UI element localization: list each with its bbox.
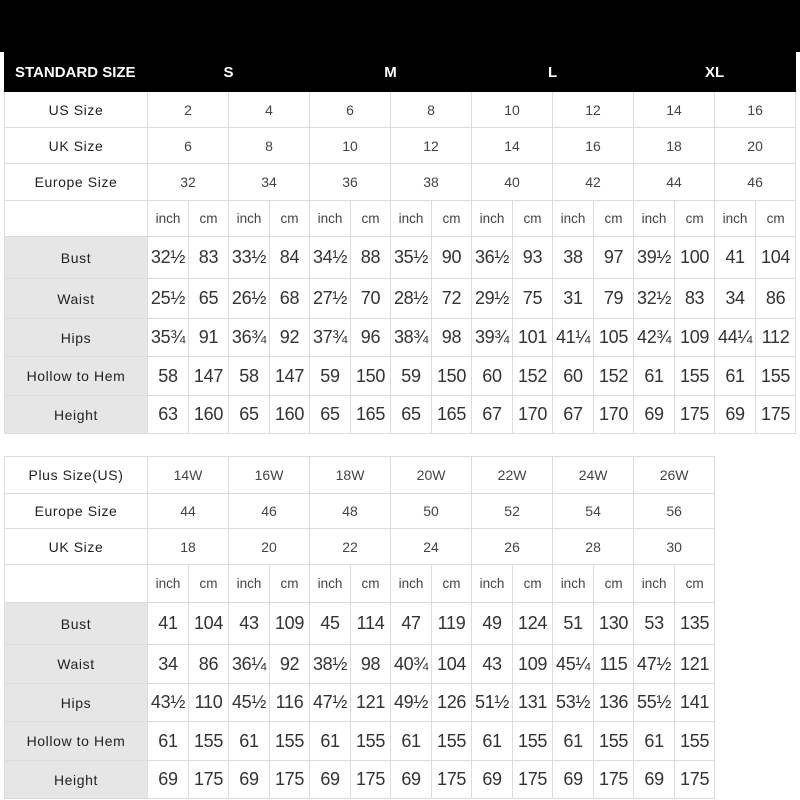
unit-label: cm [432, 201, 472, 237]
unit-label: cm [189, 201, 229, 237]
size-value: 8 [391, 92, 472, 128]
row-label: UK Size [5, 529, 148, 565]
measurement-value: 32½ [148, 237, 189, 279]
measurement-value: 92 [270, 645, 310, 684]
unit-label: inch [634, 565, 675, 603]
measurement-value: 36¾ [229, 319, 270, 357]
size-value: 18W [310, 457, 391, 494]
size-value: 12 [391, 128, 472, 164]
measurement-value: 155 [594, 722, 634, 761]
measurement-value: 109 [513, 645, 553, 684]
measurement-value: 155 [432, 722, 472, 761]
plus-unit-row [5, 565, 715, 603]
measurement-value: 61 [634, 722, 675, 761]
measurement-value: 121 [351, 684, 391, 722]
measurement-value: 41 [715, 237, 756, 279]
measurement-value: 175 [513, 761, 553, 799]
size-value: 36 [310, 164, 391, 201]
measurement-value: 39¾ [472, 319, 513, 357]
size-value: 4 [229, 92, 310, 128]
measurement-value: 83 [189, 237, 229, 279]
size-value: 46 [229, 494, 310, 529]
measurement-value: 55½ [634, 684, 675, 722]
measurement-value: 67 [472, 396, 513, 434]
top-black-band [0, 0, 800, 52]
plus-measurement-row [5, 722, 715, 761]
measurement-value: 175 [675, 761, 715, 799]
unit-label: inch [148, 565, 189, 603]
measurement-value: 38 [553, 237, 594, 279]
unit-label: inch [310, 201, 351, 237]
measurement-value: 59 [391, 357, 432, 396]
plus-measurement-row [5, 603, 715, 645]
measurement-value: 155 [189, 722, 229, 761]
measurement-value: 59 [310, 357, 351, 396]
size-group-m: M [310, 53, 472, 92]
measurement-value: 136 [594, 684, 634, 722]
size-value: 20W [391, 457, 472, 494]
unit-label: cm [513, 201, 553, 237]
plus-size-row [5, 494, 715, 529]
measurement-value: 170 [513, 396, 553, 434]
measurement-value: 88 [351, 237, 391, 279]
measurement-value: 160 [189, 396, 229, 434]
size-group-l: L [472, 53, 634, 92]
unit-row-blank [5, 201, 148, 237]
measurement-value: 34½ [310, 237, 351, 279]
measurement-value: 69 [634, 396, 675, 434]
measurement-value: 114 [351, 603, 391, 645]
unit-label: inch [553, 201, 594, 237]
size-value: 18 [634, 128, 715, 164]
unit-label: cm [189, 565, 229, 603]
measurement-value: 69 [634, 761, 675, 799]
size-value: 24W [553, 457, 634, 494]
plus-size-table [4, 456, 715, 799]
measurement-value: 40¾ [391, 645, 432, 684]
row-label: US Size [5, 92, 148, 128]
measurement-value: 58 [229, 357, 270, 396]
size-value: 42 [553, 164, 634, 201]
row-label: Europe Size [5, 494, 148, 529]
measurement-label: Height [5, 761, 148, 799]
measurement-value: 105 [594, 319, 634, 357]
measurement-value: 83 [675, 279, 715, 319]
measurement-value: 152 [594, 357, 634, 396]
measurement-value: 43 [472, 645, 513, 684]
measurement-value: 61 [553, 722, 594, 761]
measurement-value: 35¾ [148, 319, 189, 357]
size-value: 54 [553, 494, 634, 529]
measurement-value: 61 [391, 722, 432, 761]
size-value: 30 [634, 529, 715, 565]
measurement-value: 84 [270, 237, 310, 279]
measurement-value: 165 [432, 396, 472, 434]
unit-label: cm [513, 565, 553, 603]
measurement-value: 147 [189, 357, 229, 396]
unit-label: cm [351, 565, 391, 603]
measurement-value: 72 [432, 279, 472, 319]
measurement-value: 150 [432, 357, 472, 396]
size-value: 20 [715, 128, 796, 164]
size-value: 8 [229, 128, 310, 164]
row-label: UK Size [5, 128, 148, 164]
unit-label: cm [270, 565, 310, 603]
size-value: 14 [634, 92, 715, 128]
measurement-value: 79 [594, 279, 634, 319]
measurement-value: 170 [594, 396, 634, 434]
size-value: 14W [148, 457, 229, 494]
row-label: Europe Size [5, 164, 148, 201]
size-value: 16W [229, 457, 310, 494]
measurement-value: 65 [229, 396, 270, 434]
measurement-value: 67 [553, 396, 594, 434]
row-label: Plus Size(US) [5, 457, 148, 494]
measurement-value: 45¼ [553, 645, 594, 684]
measurement-value: 49½ [391, 684, 432, 722]
unit-label: inch [310, 565, 351, 603]
measurement-value: 119 [432, 603, 472, 645]
measurement-value: 44¼ [715, 319, 756, 357]
unit-label: cm [432, 565, 472, 603]
unit-label: inch [391, 201, 432, 237]
measurement-value: 41 [148, 603, 189, 645]
standard-size-row [5, 164, 796, 201]
measurement-value: 47½ [634, 645, 675, 684]
measurement-value: 112 [756, 319, 796, 357]
standard-measurement-row [5, 357, 796, 396]
size-value: 26W [634, 457, 715, 494]
unit-label: cm [351, 201, 391, 237]
measurement-label: Bust [5, 237, 148, 279]
measurement-value: 91 [189, 319, 229, 357]
measurement-value: 51½ [472, 684, 513, 722]
measurement-value: 104 [756, 237, 796, 279]
measurement-value: 152 [513, 357, 553, 396]
measurement-label: Bust [5, 603, 148, 645]
size-value: 34 [229, 164, 310, 201]
measurement-value: 61 [148, 722, 189, 761]
size-value: 50 [391, 494, 472, 529]
measurement-value: 104 [432, 645, 472, 684]
size-value: 46 [715, 164, 796, 201]
measurement-value: 175 [675, 396, 715, 434]
plus-size-row [5, 457, 715, 494]
measurement-label: Height [5, 396, 148, 434]
size-value: 16 [553, 128, 634, 164]
size-value: 18 [148, 529, 229, 565]
measurement-value: 150 [351, 357, 391, 396]
measurement-value: 131 [513, 684, 553, 722]
measurement-value: 175 [351, 761, 391, 799]
measurement-value: 175 [270, 761, 310, 799]
measurement-value: 65 [391, 396, 432, 434]
standard-size-table [4, 52, 796, 434]
measurement-label: Hollow to Hem [5, 722, 148, 761]
measurement-value: 110 [189, 684, 229, 722]
standard-unit-row [5, 201, 796, 237]
size-value: 32 [148, 164, 229, 201]
unit-label: inch [472, 565, 513, 603]
measurement-value: 109 [270, 603, 310, 645]
standard-measurement-row [5, 396, 796, 434]
size-value: 48 [310, 494, 391, 529]
measurement-value: 130 [594, 603, 634, 645]
unit-label: inch [472, 201, 513, 237]
standard-header-label: STANDARD SIZE [5, 53, 148, 92]
measurement-value: 45½ [229, 684, 270, 722]
size-value: 6 [310, 92, 391, 128]
measurement-value: 141 [675, 684, 715, 722]
unit-label: inch [391, 565, 432, 603]
measurement-value: 42¾ [634, 319, 675, 357]
measurement-value: 61 [229, 722, 270, 761]
measurement-value: 61 [634, 357, 675, 396]
unit-label: inch [553, 565, 594, 603]
measurement-value: 69 [148, 761, 189, 799]
unit-label: cm [675, 565, 715, 603]
measurement-value: 36½ [472, 237, 513, 279]
measurement-value: 115 [594, 645, 634, 684]
measurement-value: 69 [553, 761, 594, 799]
measurement-value: 121 [675, 645, 715, 684]
measurement-value: 33½ [229, 237, 270, 279]
size-value: 14 [472, 128, 553, 164]
measurement-value: 61 [715, 357, 756, 396]
measurement-value: 38¾ [391, 319, 432, 357]
measurement-value: 92 [270, 319, 310, 357]
measurement-value: 104 [189, 603, 229, 645]
measurement-value: 65 [310, 396, 351, 434]
standard-header-row [5, 53, 796, 92]
size-value: 22 [310, 529, 391, 565]
size-value: 44 [148, 494, 229, 529]
size-value: 10 [472, 92, 553, 128]
size-value: 52 [472, 494, 553, 529]
measurement-value: 100 [675, 237, 715, 279]
measurement-value: 58 [148, 357, 189, 396]
measurement-value: 60 [472, 357, 513, 396]
measurement-value: 61 [472, 722, 513, 761]
plus-measurement-row [5, 684, 715, 722]
measurement-value: 155 [513, 722, 553, 761]
measurement-label: Hollow to Hem [5, 357, 148, 396]
measurement-value: 68 [270, 279, 310, 319]
measurement-value: 43 [229, 603, 270, 645]
unit-label: cm [675, 201, 715, 237]
measurement-value: 53 [634, 603, 675, 645]
measurement-value: 160 [270, 396, 310, 434]
measurement-value: 155 [675, 722, 715, 761]
measurement-value: 63 [148, 396, 189, 434]
measurement-value: 135 [675, 603, 715, 645]
unit-label: cm [594, 201, 634, 237]
measurement-value: 98 [351, 645, 391, 684]
measurement-value: 98 [432, 319, 472, 357]
size-value: 6 [148, 128, 229, 164]
standard-size-row [5, 92, 796, 128]
measurement-value: 175 [189, 761, 229, 799]
measurement-value: 34 [148, 645, 189, 684]
size-value: 26 [472, 529, 553, 565]
size-value: 2 [148, 92, 229, 128]
measurement-value: 86 [189, 645, 229, 684]
measurement-value: 175 [756, 396, 796, 434]
size-value: 56 [634, 494, 715, 529]
measurement-value: 175 [432, 761, 472, 799]
measurement-value: 147 [270, 357, 310, 396]
size-value: 28 [553, 529, 634, 565]
measurement-value: 165 [351, 396, 391, 434]
unit-label: inch [148, 201, 189, 237]
unit-label: inch [715, 201, 756, 237]
measurement-value: 35½ [391, 237, 432, 279]
measurement-value: 34 [715, 279, 756, 319]
measurement-value: 36¼ [229, 645, 270, 684]
measurement-value: 53½ [553, 684, 594, 722]
measurement-value: 47 [391, 603, 432, 645]
measurement-value: 116 [270, 684, 310, 722]
measurement-label: Waist [5, 279, 148, 319]
standard-measurement-row [5, 237, 796, 279]
size-value: 22W [472, 457, 553, 494]
unit-label: inch [229, 565, 270, 603]
measurement-value: 126 [432, 684, 472, 722]
measurement-value: 38½ [310, 645, 351, 684]
size-group-s: S [148, 53, 310, 92]
measurement-value: 109 [675, 319, 715, 357]
measurement-value: 49 [472, 603, 513, 645]
measurement-value: 27½ [310, 279, 351, 319]
unit-label: cm [756, 201, 796, 237]
measurement-value: 25½ [148, 279, 189, 319]
measurement-value: 155 [675, 357, 715, 396]
plus-measurement-row [5, 645, 715, 684]
unit-label: inch [229, 201, 270, 237]
measurement-value: 61 [310, 722, 351, 761]
measurement-value: 39½ [634, 237, 675, 279]
plus-size-row [5, 529, 715, 565]
unit-label: inch [634, 201, 675, 237]
size-group-xl: XL [634, 53, 796, 92]
plus-measurement-row [5, 761, 715, 799]
size-value: 44 [634, 164, 715, 201]
measurement-value: 69 [472, 761, 513, 799]
unit-label: cm [270, 201, 310, 237]
measurement-value: 124 [513, 603, 553, 645]
measurement-label: Hips [5, 319, 148, 357]
measurement-value: 86 [756, 279, 796, 319]
unit-label: cm [594, 565, 634, 603]
measurement-value: 60 [553, 357, 594, 396]
size-value: 38 [391, 164, 472, 201]
measurement-value: 29½ [472, 279, 513, 319]
measurement-value: 69 [391, 761, 432, 799]
measurement-value: 93 [513, 237, 553, 279]
measurement-value: 51 [553, 603, 594, 645]
measurement-value: 96 [351, 319, 391, 357]
measurement-value: 75 [513, 279, 553, 319]
measurement-value: 70 [351, 279, 391, 319]
measurement-value: 37¾ [310, 319, 351, 357]
measurement-value: 43½ [148, 684, 189, 722]
standard-measurement-row [5, 279, 796, 319]
unit-row-blank [5, 565, 148, 603]
size-value: 12 [553, 92, 634, 128]
measurement-value: 32½ [634, 279, 675, 319]
measurement-value: 155 [351, 722, 391, 761]
measurement-value: 45 [310, 603, 351, 645]
standard-measurement-row [5, 319, 796, 357]
measurement-value: 97 [594, 237, 634, 279]
measurement-value: 69 [715, 396, 756, 434]
size-value: 24 [391, 529, 472, 565]
measurement-label: Waist [5, 645, 148, 684]
size-value: 10 [310, 128, 391, 164]
measurement-value: 31 [553, 279, 594, 319]
measurement-value: 155 [270, 722, 310, 761]
measurement-value: 101 [513, 319, 553, 357]
standard-size-row [5, 128, 796, 164]
measurement-label: Hips [5, 684, 148, 722]
size-value: 16 [715, 92, 796, 128]
size-value: 20 [229, 529, 310, 565]
size-value: 40 [472, 164, 553, 201]
measurement-value: 90 [432, 237, 472, 279]
measurement-value: 41¼ [553, 319, 594, 357]
measurement-value: 28½ [391, 279, 432, 319]
measurement-value: 69 [310, 761, 351, 799]
measurement-value: 26½ [229, 279, 270, 319]
measurement-value: 47½ [310, 684, 351, 722]
measurement-value: 155 [756, 357, 796, 396]
measurement-value: 65 [189, 279, 229, 319]
measurement-value: 69 [229, 761, 270, 799]
measurement-value: 175 [594, 761, 634, 799]
